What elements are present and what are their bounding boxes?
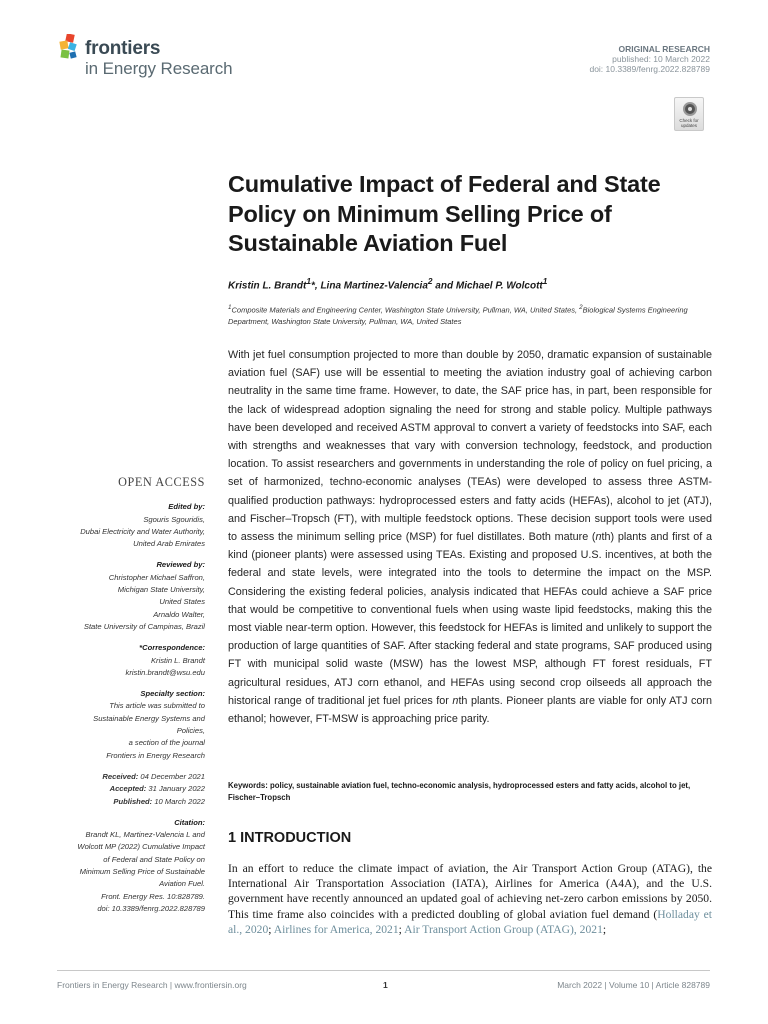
journal-logo[interactable] [57,34,257,84]
sidebar-line: Michigan State University, [117,585,205,595]
accepted-label: Accepted: [109,784,147,794]
author-link[interactable]: Michael P. Wolcott [455,280,543,292]
specialty-section-block [40,688,205,762]
reviewed-by-block [40,559,205,633]
published-date-sidebar: 10 March 2022 [152,796,205,806]
dates-block [40,771,205,808]
sidebar-line: Aviation Fuel. [159,879,205,889]
footer-journal-link[interactable]: Frontiers in Energy Research | www.frontiersin.org [57,980,247,990]
author-link[interactable]: Kristin L. Brandt [228,280,307,292]
sidebar-line: Dubai Electricity and Water Authority, [80,526,205,536]
abstract-text: th) plants and first of a kind (pioneer plants) were assessed using TEAs. Existing and proposed U.S. incentives, at both the federal and state levels, were integrated into the tools to determine the impact on the MSP. Considering the existing federal policies, analysis indicated that HEFAs could achieve a SAF price that would be competitive to conventional fuels when using waste lipid feedstocks, making this the most viable near-term option. However, this feedstock for HEFAs is limited and unlikely to support the production of large quantities of SAF. After stacking federal and state programs, SAF produced using FT with municipal solid waste (MSW) has the lowest MSP, although FT forest residuals, FT agricultural residues, ATJ corn ethanol, and HEFAs using second crop oilseeds all approach the historical range of traditional jet fuel prices for [228,531,712,707]
sidebar-line: Frontiers in Energy Research [106,750,205,760]
received-date: 04 December 2021 [138,771,205,781]
published-row [40,796,205,808]
accepted-row [40,783,205,795]
journal-name: in Energy Research [85,59,233,78]
updates-label: Check for updates [679,118,699,128]
sidebar-line: Minimum Selling Price of Sustainable [79,867,205,877]
specialty-heading: Specialty section: [140,689,205,699]
citation-block [40,817,205,915]
abstract-italic: n [595,531,602,544]
sidebar-line: United Arab Emirates [133,539,205,549]
affiliation-number: 1 [228,304,232,311]
citation-doi-link[interactable]: doi: 10.3389/fenrg.2022.828789 [97,903,205,913]
sidebar-line: This article was submitted to [109,701,205,711]
section-heading: 1 INTRODUCTION [228,830,352,846]
abstract-italic: n [452,694,459,707]
updates-icon [683,102,697,116]
citation-link[interactable]: Holladay et al., 2020 [228,907,712,936]
sidebar-line: State University of Campinas, Brazil [83,621,205,631]
affiliations [228,302,718,328]
article-title: Cumulative Impact of Federal and State Policy on Minimum Selling Price of Sustainable Aviation Fuel [228,171,661,256]
sidebar-line: United States [159,597,205,607]
author-list [228,276,718,291]
abstract-text: With jet fuel consumption projected to more than double by 2050, dramatic expansion of sustainable aviation fuel (SAF) use will be essential to meeting the aviation industry goal of achieving carbon neutrality in the same time frame. However, to date, the SAF price has, in part, been responsible for the lack of widespread adoption signaling the need for strong and stable policy. Multiple pathways have been developed and received ASTM approval to convert a variety of feedstocks into SAF, each with strengths and weaknesses that vary with conversion technology, feedstock, and production location. To assist researchers and governments in understanding the role of policy on fuel pricing, a set of harmonized, techno-economic analyses (TEAs) were developed to assess three ASTM-qualified production pathways: hydroprocessed esters and fatty acids (HEFAs), alcohol to jet (ATJ), and Fischer–Tropsch (FT), with multiple feedstock options. These decision support tools were used to assess the minimum selling price (MSP) for fuel distillates. Both mature ( [228,349,712,544]
citation-separator: ; [602,922,607,936]
sidebar-line: Sgouris Sgouridis, [143,514,205,524]
citation-link[interactable]: Air Transport Action Group (ATAG), 2021 [404,922,603,936]
footer-issue-info: March 2022 | Volume 10 | Article 828789 [557,980,710,990]
published-date: published: 10 March 2022 [612,54,710,64]
citation-separator: ; [398,922,405,936]
corresponding-marker: * [310,280,315,292]
article-info-sidebar [40,476,205,924]
sidebar-line: Sustainable Energy Systems and [93,713,205,723]
journal-brand: frontiers [85,38,161,59]
abstract-text: th plants. Pioneer plants are viable for only ATJ corn ethanol; however, FT-MSW is approaching price parity. [228,694,712,726]
intro-text: In an effort to reduce the climate impact of aviation, the Air Transport Action Group (ATAG), the International Air Transportation Association (IATA), Airlines for America (A4A), and the U.S. government have recently announced an updated goal of achieving net-zero carbon emissions by 2050. This time frame also coincides with a predicted doubling of global aviation fuel demand ( [228,862,712,921]
sidebar-line: Christopher Michael Saffron, [108,572,205,582]
article-meta [589,44,710,74]
affiliation-marker: 2 [427,276,433,286]
sidebar-line: of Federal and State Policy on [103,854,205,864]
author-separator: and [432,280,456,292]
author-separator: , [314,280,321,292]
sidebar-line: Wolcott MP (2022) Cumulative Impact [77,842,205,852]
citation-heading: Citation: [174,817,205,827]
article-type: ORIGINAL RESEARCH [618,44,710,54]
correspondence-block [40,642,205,679]
citation-link[interactable]: Airlines for America, 2021 [273,922,399,936]
sidebar-line: Front. Energy Res. 10:828789. [101,891,205,901]
edited-by-block [40,501,205,550]
sidebar-line: Kristin L. Brandt [150,655,205,665]
introduction-paragraph [228,861,712,937]
received-label: Received: [102,771,139,781]
frontiers-logo-icon [57,34,83,64]
email-link[interactable]: kristin.brandt@wsu.edu [125,667,205,677]
edited-by-heading: Edited by: [168,502,205,512]
affiliation-marker: 1 [542,276,548,286]
check-for-updates-button[interactable] [674,97,704,131]
open-access-label: OPEN ACCESS [118,475,205,489]
affiliation-number: 2 [579,304,583,311]
affiliation-marker: 1 [306,276,311,286]
keywords: Keywords: policy, sustainable aviation fuel, techno-economic analysis, hydroprocessed esters and fatty acids, alcohol to jet, Fischer–Tropsch [228,781,691,802]
sidebar-line: Arnaldo Walter, [153,609,205,619]
sidebar-line: a section of the journal [128,738,205,748]
sidebar-line: Policies, [176,726,205,736]
correspondence-heading: *Correspondence: [139,643,205,653]
published-label: Published: [113,796,153,806]
citation-separator: ; [268,922,274,936]
affiliation-text: Biological Systems Engineering Department, Washington State University, Pullman, WA, United States [228,305,688,326]
affiliation-text: Composite Materials and Engineering Center, Washington State University, Pullman, WA, United States, [231,305,580,315]
author-link[interactable]: Lina Martinez-Valencia [320,280,428,292]
page-number: 1 [383,980,388,990]
page-footer [57,970,710,990]
sidebar-line: Brandt KL, Martinez-Valencia L and [85,830,205,840]
abstract [228,346,712,728]
reviewed-by-heading: Reviewed by: [156,560,205,570]
received-row [40,771,205,783]
accepted-date: 31 January 2022 [146,784,205,794]
doi-link[interactable]: doi: 10.3389/fenrg.2022.828789 [589,64,710,74]
